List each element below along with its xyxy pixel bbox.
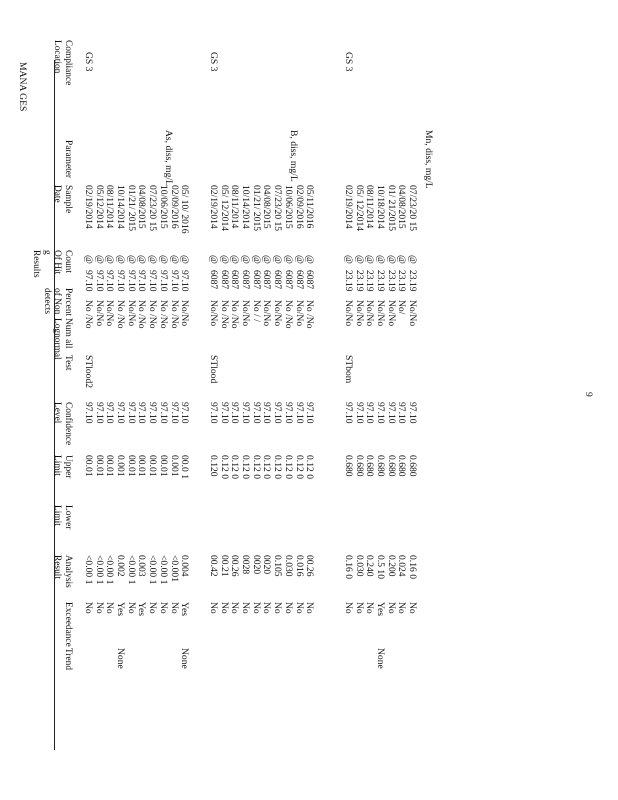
table-cell: 0.5 10: [375, 555, 387, 579]
table-cell: 97.10: [208, 402, 219, 424]
table-cell: No /No: [157, 300, 169, 329]
table-cell: 01/21/ 2015: [250, 185, 262, 232]
table-cell: @: [272, 255, 284, 264]
table-cell: @: [385, 255, 397, 264]
table-cell: @: [353, 255, 365, 264]
group-test: STbom: [343, 355, 354, 384]
table-cell: 0.001: [115, 455, 127, 477]
column-header: Parameter: [63, 140, 73, 178]
table-cell: 97.10: [83, 270, 94, 292]
table-cell: @: [343, 255, 354, 264]
table-cell: 0.001: [168, 455, 180, 477]
column-header: Exceedance: [63, 602, 73, 647]
table-cell: 6087: [229, 270, 241, 290]
table-cell: 23.19: [375, 270, 387, 292]
column-header: Analysis Result: [52, 555, 73, 588]
table-cell: @: [93, 255, 105, 264]
table-cell: None: [179, 648, 191, 669]
table-cell: @: [157, 255, 169, 264]
table-cell: 0.680: [353, 455, 365, 477]
table-cell: 97.10: [104, 270, 116, 292]
table-cell: 97.10: [157, 402, 169, 424]
table-cell: No/: [396, 300, 408, 315]
table-cell: @: [229, 255, 241, 264]
table-cell: No /No: [147, 300, 159, 329]
table-cell: 23.19: [353, 270, 365, 292]
table-cell: 04/08/2015: [261, 185, 273, 229]
table-cell: @: [115, 255, 127, 264]
table-cell: No /No: [115, 300, 127, 329]
table-cell: No /No: [229, 300, 241, 329]
table-cell: 0.120: [208, 455, 219, 477]
group-parameter: Mn, diss, mg/L: [423, 130, 434, 189]
table-cell: 97.10: [83, 402, 94, 424]
table-cell: 0.12 0: [229, 455, 241, 479]
table-cell: @: [218, 255, 230, 264]
table-cell: 23.19: [364, 270, 376, 292]
table-cell: 97.10: [293, 402, 305, 424]
column-header: Lower Limit: [52, 505, 73, 530]
table-cell: 97.10: [147, 402, 159, 424]
table-cell: @: [407, 255, 419, 264]
table-cell: <0.001: [168, 555, 180, 582]
table-cell: No/No: [272, 300, 284, 327]
table-cell: 97.10: [104, 402, 116, 424]
table-cell: 0.12 0: [250, 455, 262, 479]
table-cell: No: [282, 602, 294, 614]
table-cell: 0.105: [272, 555, 284, 577]
table-cell: 97.10: [272, 402, 284, 424]
group-test: STlood2: [83, 355, 94, 389]
table-cell: 6087: [272, 270, 284, 290]
table-cell: 97.10: [125, 270, 137, 292]
table-cell: 05/ 10/ 2016: [179, 185, 191, 234]
table-cell: None: [375, 648, 387, 669]
table-cell: @: [208, 255, 219, 264]
table-cell: @: [250, 255, 262, 264]
table-cell: 00.01: [83, 455, 94, 477]
table-cell: 0.12 0: [272, 455, 284, 479]
table-cell: No/No: [375, 300, 387, 327]
table-cell: 97.10: [407, 402, 419, 424]
table-cell: 97.10: [179, 402, 191, 424]
table-cell: 97.10: [364, 402, 376, 424]
table-cell: No: [125, 602, 137, 614]
table-cell: No /No: [304, 300, 316, 329]
table-cell: No / /: [250, 300, 262, 322]
table-cell: 23.19: [343, 270, 354, 292]
table-cell: No/No: [240, 300, 252, 327]
table-cell: No/No: [385, 300, 397, 327]
table-cell: <0.00 1: [147, 555, 159, 585]
table-cell: 04/08/2015: [136, 185, 148, 229]
table-cell: 23.19: [385, 270, 397, 292]
table-cell: 0.002: [115, 555, 127, 577]
table-cell: 00.26: [229, 555, 241, 577]
group-location: GS 3: [83, 52, 94, 72]
table-cell: 0020: [250, 555, 262, 575]
table-cell: No: [157, 602, 169, 614]
table-cell: 00.01: [136, 455, 148, 477]
table-cell: 00.26: [304, 555, 316, 577]
table-cell: 0.12 0: [261, 455, 273, 479]
table-cell: 6087: [240, 270, 252, 290]
table-cell: 01/ 21/2015: [385, 185, 397, 232]
table-cell: 97.10: [93, 402, 105, 424]
table-cell: @: [293, 255, 305, 264]
table-cell: 97.10: [375, 402, 387, 424]
table-cell: 97.10: [125, 402, 137, 424]
column-header: Upper Limit: [52, 455, 73, 479]
table-cell: 0.12 0: [240, 455, 252, 479]
table-cell: 00.01: [125, 455, 137, 477]
table-cell: No /No: [282, 300, 294, 329]
table-cell: 05/12/2014: [93, 185, 105, 229]
table-cell: 97.10: [353, 402, 365, 424]
table-cell: No: [343, 602, 354, 614]
table-cell: No: [208, 602, 219, 614]
table-cell: No /No: [83, 300, 94, 329]
table-cell: 02/19/2014: [208, 185, 219, 229]
table-cell: 00.01: [147, 455, 159, 477]
table-cell: 97.10: [396, 402, 408, 424]
table-cell: 97.10: [136, 402, 148, 424]
table-cell: 97.10: [304, 402, 316, 424]
table-cell: 6087: [282, 270, 294, 290]
table-cell: 0.680: [396, 455, 408, 477]
table-cell: No /No: [168, 300, 180, 329]
table-cell: 0.680: [407, 455, 419, 477]
table-cell: <0.00 1: [125, 555, 137, 585]
table-cell: No/No: [125, 300, 137, 327]
table-cell: Yes: [115, 602, 127, 616]
table-cell: 0.680: [385, 455, 397, 477]
table-cell: 97.10: [250, 402, 262, 424]
table-cell: 08/11/2014: [364, 185, 376, 229]
table-cell: No: [364, 602, 376, 614]
group-parameter: B, diss, mg/L: [288, 130, 299, 182]
table-cell: 10/14/2014: [240, 185, 252, 229]
table-cell: No /No: [136, 300, 148, 329]
table-cell: No: [250, 602, 262, 614]
table-cell: <0.00 1: [93, 555, 105, 585]
table-cell: 10/06/2015: [157, 185, 169, 229]
column-header: Trend: [63, 648, 73, 671]
column-header: Confidence Level: [52, 402, 73, 446]
table-cell: 0.003: [136, 555, 148, 577]
table-cell: 0028: [240, 555, 252, 575]
table-cell: 05/ 12/2014: [353, 185, 365, 232]
table-cell: 6087: [218, 270, 230, 290]
table-cell: 05/11/2016: [304, 185, 316, 229]
table-cell: 00.01: [157, 455, 169, 477]
table-cell: 0.12 0: [218, 455, 230, 479]
footer-rule: [54, 60, 55, 750]
table-cell: 6087: [250, 270, 262, 290]
table-cell: No: [104, 602, 116, 614]
table-cell: Yes: [375, 602, 387, 616]
table-cell: 04/08/2015: [396, 185, 408, 229]
table-cell: @: [304, 255, 316, 264]
table-cell: @: [282, 255, 294, 264]
table-cell: 10/06/2015: [282, 185, 294, 229]
table-cell: No: [147, 602, 159, 614]
table-cell: No: [304, 602, 316, 614]
table-cell: 97.10: [93, 270, 105, 292]
table-cell: 97.10: [136, 270, 148, 292]
table-cell: 97.10: [147, 270, 159, 292]
table-cell: <0.00 1: [157, 555, 169, 585]
column-header: Count Of Hit g Results: [31, 250, 73, 278]
table-cell: @: [168, 255, 180, 264]
page-number: 9: [583, 392, 594, 397]
table-cell: @: [136, 255, 148, 264]
table-cell: 02/19/2014: [83, 185, 94, 229]
table-cell: No: [168, 602, 180, 614]
table-cell: No: [396, 602, 408, 614]
table-cell: 02/19/2014: [343, 185, 354, 229]
table-cell: No: [83, 602, 94, 614]
table-cell: No: [293, 602, 305, 614]
table-cell: No: [407, 602, 419, 614]
table-cell: 0.030: [353, 555, 365, 577]
table-cell: No/No: [343, 300, 354, 327]
table-cell: No/No: [93, 300, 105, 327]
group-location: GS 3: [343, 52, 354, 72]
table-cell: 23.19: [407, 270, 419, 292]
table-cell: <0.00 1: [83, 555, 94, 585]
table-cell: No/No: [104, 300, 116, 327]
table-cell: 97.10: [168, 402, 180, 424]
table-cell: 02/09/2016: [293, 185, 305, 229]
column-header: Test: [63, 355, 73, 371]
table-cell: No: [229, 602, 241, 614]
table-cell: 07/23/20 15: [272, 185, 284, 232]
table-cell: No/No: [293, 300, 305, 327]
table-cell: 08/11/2014: [229, 185, 241, 229]
table-cell: 0.680: [343, 455, 354, 477]
table-cell: 6087: [261, 270, 273, 290]
table-cell: 0.680: [364, 455, 376, 477]
table-cell: @: [179, 255, 191, 264]
table-cell: 05/ 12/2014: [218, 185, 230, 232]
table-cell: 00.0 1: [179, 455, 191, 479]
column-header: Compliance Location: [52, 40, 73, 86]
table-cell: @: [364, 255, 376, 264]
table-cell: 0.200: [385, 555, 397, 577]
table-cell: 0.12 0: [282, 455, 294, 479]
table-cell: 00.21: [218, 555, 230, 577]
table-cell: 97.10: [343, 402, 354, 424]
table-cell: @: [396, 255, 408, 264]
table-cell: @: [261, 255, 273, 264]
table-cell: @: [240, 255, 252, 264]
table-cell: 23.19: [396, 270, 408, 292]
table-cell: No: [353, 602, 365, 614]
table-cell: 97.10: [218, 402, 230, 424]
table-cell: @: [125, 255, 137, 264]
group-location: GS 3: [208, 52, 219, 72]
table-cell: No/No: [208, 300, 219, 327]
table-cell: Yes: [136, 602, 148, 616]
table-cell: 97.10: [229, 402, 241, 424]
table-cell: No/No: [179, 300, 191, 327]
table-cell: No/No: [364, 300, 376, 327]
table-cell: 10/14/2014: [115, 185, 127, 229]
table-cell: 0.12 0: [304, 455, 316, 479]
table-cell: 97.10: [385, 402, 397, 424]
table-cell: Yes: [179, 602, 191, 616]
table-cell: 07/23/20 15: [147, 185, 159, 232]
table-cell: @: [375, 255, 387, 264]
table-cell: 97.10: [179, 270, 191, 292]
table-cell: No: [272, 602, 284, 614]
table-cell: 6087: [293, 270, 305, 290]
table-cell: 97.10: [115, 402, 127, 424]
table-cell: No /No: [218, 300, 230, 329]
table-cell: 00.01: [104, 455, 116, 477]
table-cell: No: [240, 602, 252, 614]
table-cell: 6087: [304, 270, 316, 290]
table-cell: 97.10: [115, 270, 127, 292]
table-cell: 0.12 0: [293, 455, 305, 479]
table-cell: 0.680: [375, 455, 387, 477]
footer-label: MANA GES: [17, 62, 28, 112]
table-cell: 0.030: [282, 555, 294, 577]
table-cell: No/No: [353, 300, 365, 327]
table-cell: 0020: [261, 555, 273, 575]
group-parameter: As, diss, mg/L: [163, 130, 174, 186]
table-cell: No: [385, 602, 397, 614]
column-header: Sample Date: [52, 185, 73, 214]
table-cell: 00.42: [208, 555, 219, 577]
column-header: Num all Lognormal: [52, 318, 73, 360]
table-cell: 97.10: [240, 402, 252, 424]
table-cell: 97.10: [261, 402, 273, 424]
table-cell: 01/21/ 2015: [125, 185, 137, 232]
table-cell: 97.10: [157, 270, 169, 292]
table-cell: 08/11/2014: [104, 185, 116, 229]
table-cell: 07/23/20 15: [407, 185, 419, 232]
table-cell: 97.10: [168, 270, 180, 292]
table-cell: @: [104, 255, 116, 264]
table-cell: 0.240: [364, 555, 376, 577]
table-cell: No: [93, 602, 105, 614]
table-cell: <0.00 1: [104, 555, 116, 585]
table-cell: @: [147, 255, 159, 264]
table-cell: None: [115, 648, 127, 669]
table-cell: No: [261, 602, 273, 614]
table-cell: No: [218, 602, 230, 614]
table-cell: 0.016: [293, 555, 305, 577]
table-cell: 6087: [208, 270, 219, 290]
group-test: STlood: [208, 355, 219, 384]
table-cell: 97.10: [282, 402, 294, 424]
table-cell: No/No: [407, 300, 419, 327]
table-cell: 00.01: [93, 455, 105, 477]
table-cell: 0.004: [179, 555, 191, 577]
table-cell: 0.024: [396, 555, 408, 577]
table-cell: 0.16 0: [343, 555, 354, 579]
table-cell: No/No: [261, 300, 273, 327]
table-cell: 10/18/2014: [375, 185, 387, 229]
column-header: Percent of Non detects: [42, 288, 73, 317]
table-cell: @: [83, 255, 94, 264]
table-cell: 02/09/2016: [168, 185, 180, 229]
table-cell: 0.16 0: [407, 555, 419, 579]
